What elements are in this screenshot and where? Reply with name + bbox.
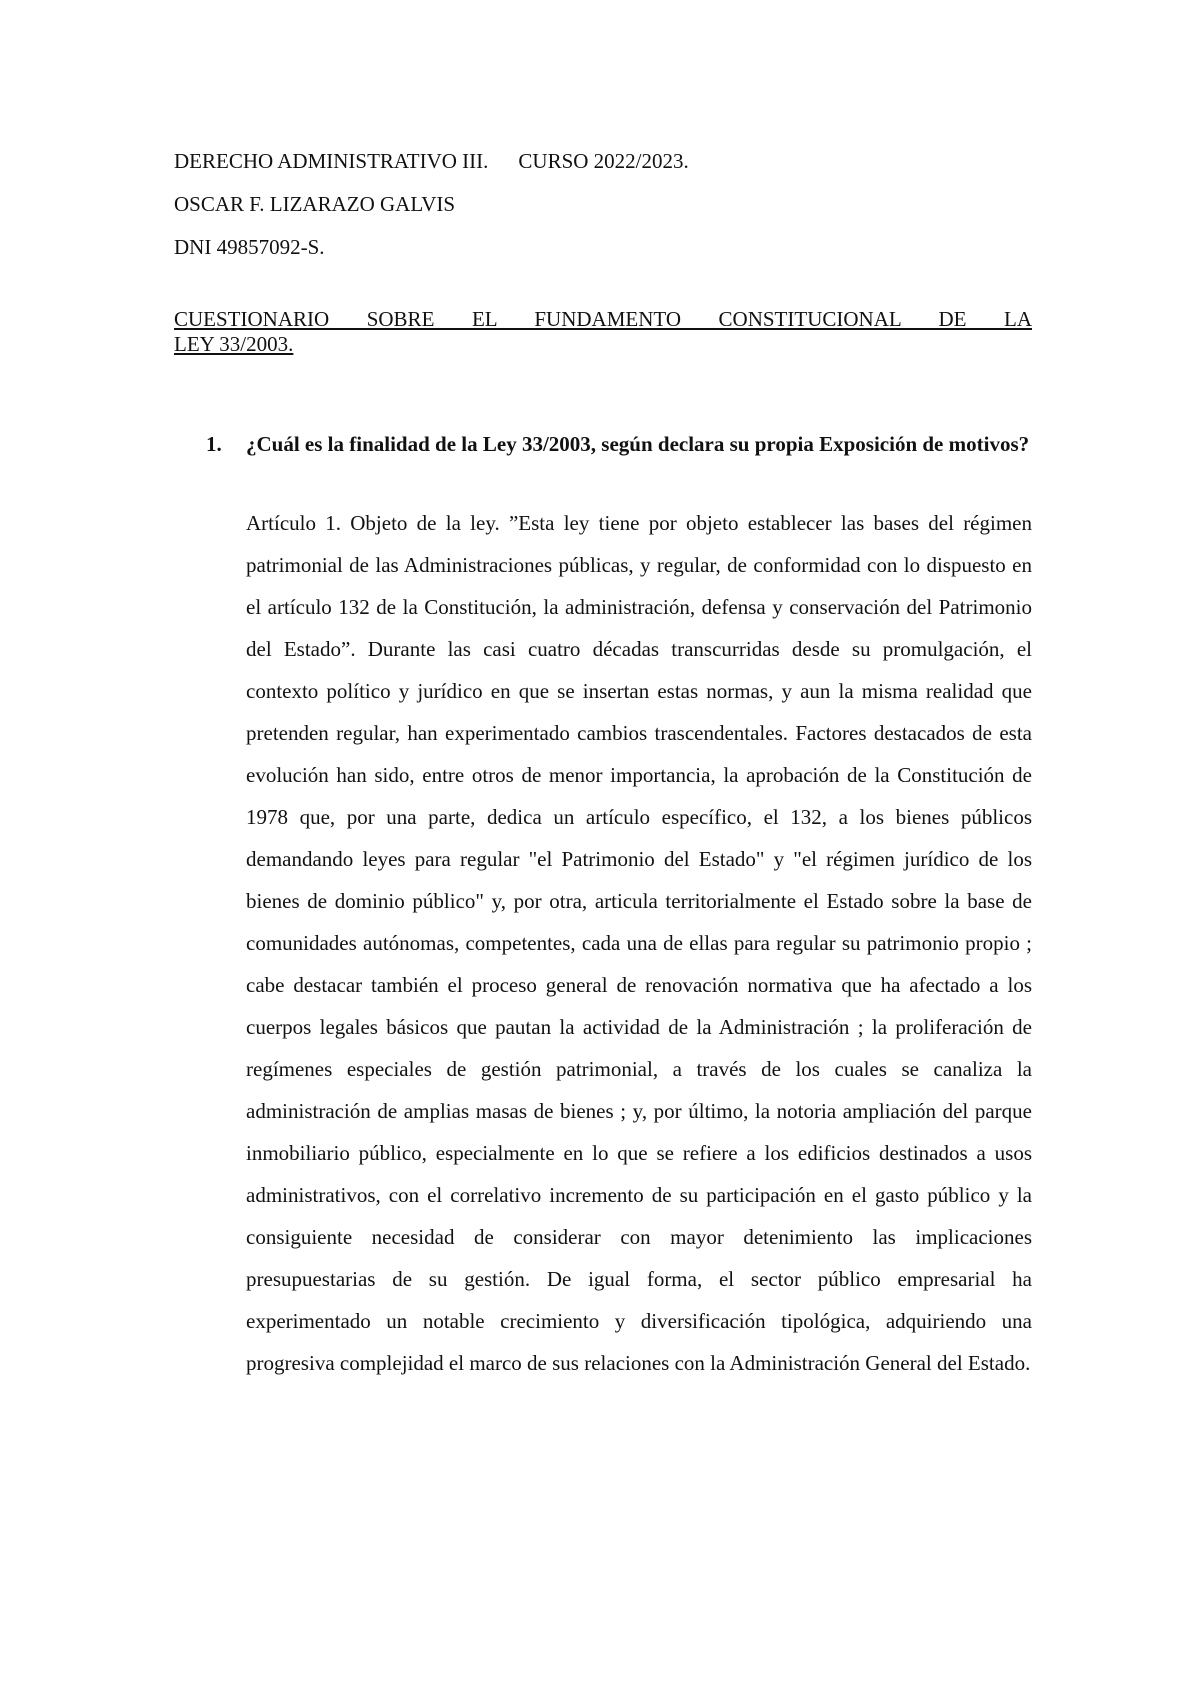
question-text: ¿Cuál es la finalidad de la Ley 33/2003, según declara su propia Exposición de motivos?: [246, 432, 1030, 456]
course-header: [174, 148, 689, 174]
student-name: OSCAR F. LIZARAZO GALVIS: [174, 192, 456, 216]
student-dni: DNI 49857092-S.: [174, 235, 325, 259]
course-year: CURSO 2022/2023.: [518, 149, 689, 173]
answer-paragraph: Artículo 1. Objeto de la ley. ”Esta ley tiene por objeto establecer las bases del régimen patrimonial de las Administraciones públicas, y regular, de conformidad con lo dispuesto en el artículo 132 de la Constitución, la administración, defensa y conservación del Patrimonio del Estado”. Durante las casi cuatro décadas transcurridas desde su promulgación, el contexto político y jurídico en que se insertan estas normas, y aun la misma realidad que pretenden regular, han experimentado cambios trascendentales. Factores destacados de esta evolución han sido, entre otros de menor importancia, la aprobación de la Constitución de 1978 que, por una parte, dedica un artículo específico, el 132, a los bienes públicos demandando leyes para regular "el Patrimonio del Estado" y "el régimen jurídico de los bienes de dominio público" y, por otra, articula territorialmente el Estado sobre la base de comunidades autónomas, competentes, cada una de ellas para regular su patrimonio propio ; cabe destacar también el proceso general de renovación normativa que ha afectado a los cuerpos legales básicos que pautan la actividad de la Administración ; la proliferación de regímenes especiales de gestión patrimonial, a través de los cuales se canaliza la administración de amplias masas de bienes ; y, por último, la notoria ampliación del parque inmobiliario público, especialmente en lo que se refiere a los edificios destinados a usos administrativos, con el correlativo incremento de su participación en el gasto público y la consiguiente necesidad de considerar con mayor detenimiento las implicaciones presupuestarias de su gestión. De igual forma, el sector público empresarial ha experimentado un notable crecimiento y diversificación tipológica, adquiriendo una progresiva complejidad el marco de sus relaciones con la Administración General del Estado.: [246, 511, 1032, 1375]
course-title: DERECHO ADMINISTRATIVO III.: [174, 149, 489, 173]
document-title-line1: CUESTIONARIO SOBRE EL FUNDAMENTO CONSTITUCIONAL DE LA: [174, 307, 1032, 331]
question-number: 1.: [206, 432, 222, 456]
document-title-line2: LEY 33/2003.: [174, 332, 294, 356]
